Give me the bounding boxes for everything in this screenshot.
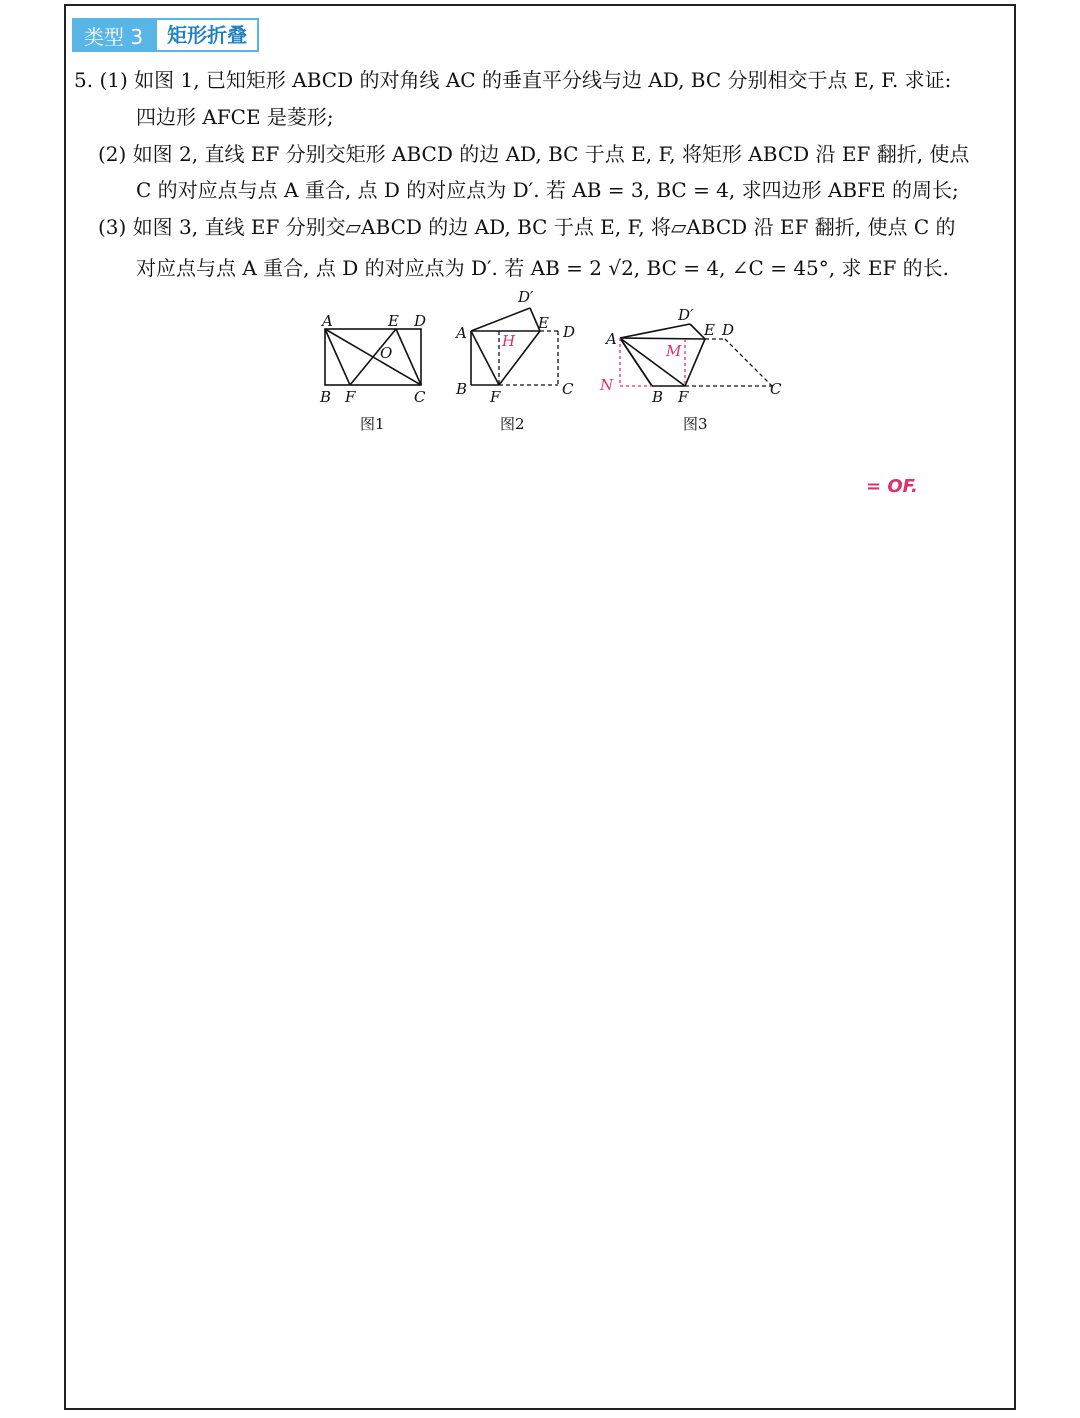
problem-line-4: C 的对应点与点 A 重合, 点 D 的对应点为 D′. 若 AB = 3, BC = 4, 求四边形 ABFE 的周长; xyxy=(136,178,959,202)
fig1-label-o: O xyxy=(380,344,393,362)
fig3-label-dprime: D′ xyxy=(678,306,694,324)
figure-1 xyxy=(325,329,421,385)
fig2-label-b: B xyxy=(456,380,468,398)
fig3-label-b: B xyxy=(652,388,664,406)
problem-line-5: (3) 如图 3, 直线 EF 分别交▱ABCD 的边 AD, BC 于点 E, F, 将▱ABCD 沿 EF 翻折, 使点 C 的 xyxy=(98,215,956,239)
fig3-label-a: A xyxy=(606,330,617,348)
fig1-label-e: E xyxy=(388,312,399,330)
fig3-label-c: C xyxy=(770,380,782,398)
problem-line-1: 5. (1) 如图 1, 已知矩形 ABCD 的对角线 AC 的垂直平分线与边 AD, BC 分别相交于点 E, F. 求证: xyxy=(74,68,952,92)
type-label: 类型 3 xyxy=(72,18,155,52)
fig2-label-e: E xyxy=(538,314,549,332)
fig3-label-m: M xyxy=(666,342,682,360)
answer-fragment: = OF. xyxy=(866,476,918,497)
problem-line-3: (2) 如图 2, 直线 EF 分别交矩形 ABCD 的边 AD, BC 于点 E, F, 将矩形 ABCD 沿 EF 翻折, 使点 xyxy=(98,142,970,166)
fig2-label-dprime: D′ xyxy=(518,288,534,306)
section-title: 矩形折叠 xyxy=(155,18,259,52)
problem-line-2: 四边形 AFCE 是菱形; xyxy=(136,105,334,129)
fig2-label-d: D xyxy=(563,323,576,341)
fig3-label-f: F xyxy=(678,388,689,406)
fig2-caption: 图2 xyxy=(500,415,525,433)
fig2-label-a: A xyxy=(456,324,467,342)
section-tag xyxy=(72,18,259,52)
fig3-label-d: D xyxy=(722,321,735,339)
fig3-caption: 图3 xyxy=(683,415,708,433)
figures-panel xyxy=(300,282,800,442)
fig1-label-c: C xyxy=(414,388,426,406)
fig1-caption: 图1 xyxy=(360,415,385,433)
figure-3 xyxy=(620,324,772,386)
fig1-label-f: F xyxy=(345,388,356,406)
problem-line-6: 对应点与点 A 重合, 点 D 的对应点为 D′. 若 AB = 2 √2, BC = 4, ∠C = 45°, 求 EF 的长. xyxy=(136,256,950,280)
fig2-label-c: C xyxy=(562,380,574,398)
fig2-label-f: F xyxy=(490,388,501,406)
fig1-label-d: D xyxy=(414,312,427,330)
fig3-label-n: N xyxy=(600,376,614,394)
fig3-label-e: E xyxy=(704,321,715,339)
fig1-label-b: B xyxy=(320,388,332,406)
fig2-label-h: H xyxy=(502,332,516,350)
fig1-label-a: A xyxy=(322,312,333,330)
